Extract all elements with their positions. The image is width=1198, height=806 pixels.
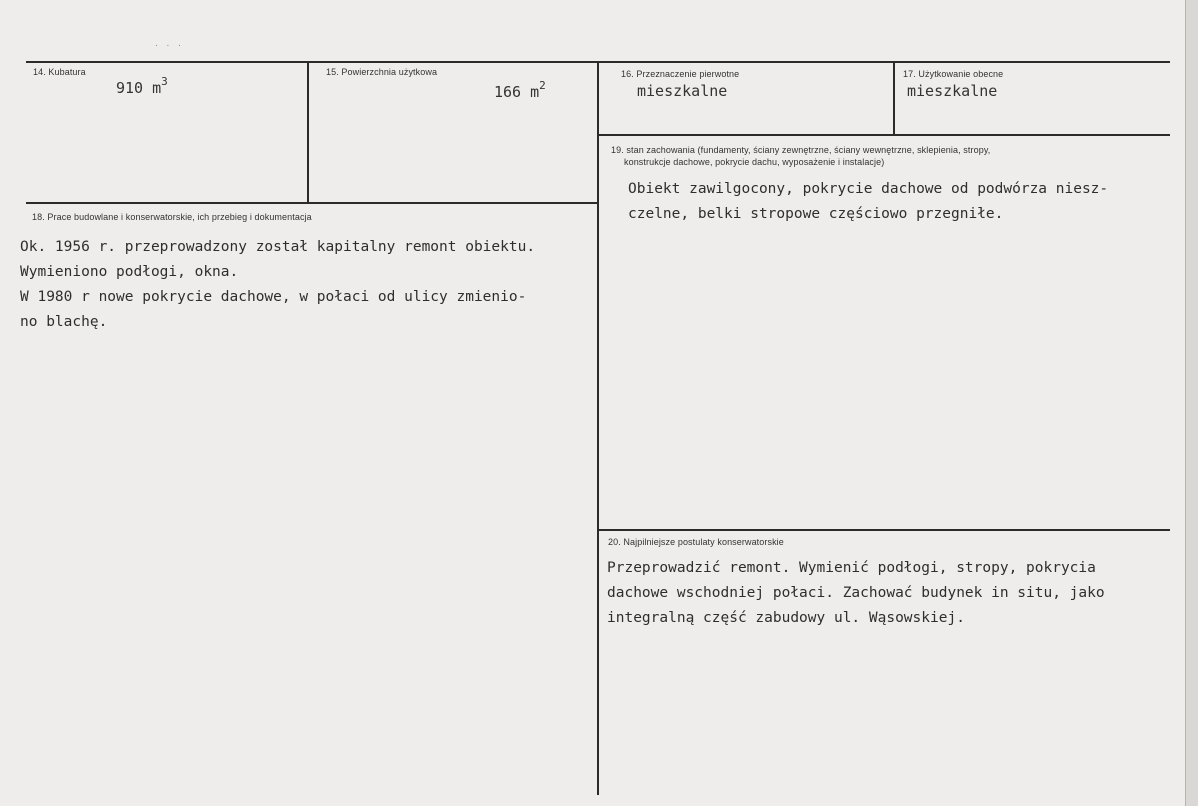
field-18-line: W 1980 r nowe pokrycie dachowe, w połaci od ulicy zmienio- [20,289,527,305]
field-19-label-line2: konstrukcje dachowe, pokrycie dachu, wyposażenie i instalacje) [624,157,885,167]
field-17-label: 17. Użytkowanie obecne [903,69,1004,79]
field-14-label: 14. Kubatura [33,67,86,77]
field-19-label-line1: 19. stan zachowania (fundamenty, ściany zewnętrzne, ściany wewnętrzne, sklepienia, stropy, [611,145,991,155]
field-18-label: 18. Prace budowlane i konserwatorskie, ich przebieg i dokumentacja [32,212,312,222]
field-18-line: Wymieniono podłogi, okna. [20,264,239,280]
rule-19 [597,134,1170,136]
field-20-line: dachowe wschodniej połaci. Zachować budynek in situ, jako [607,585,1105,601]
divider-16-17 [893,61,895,135]
rule-18 [26,202,598,204]
decorative-dots: . . . [155,38,184,49]
field-15-value [494,81,546,101]
field-16-label: 16. Przeznaczenie pierwotne [621,69,740,79]
center-divider [597,61,599,795]
field-19-line: Obiekt zawilgocony, pokrycie dachowe od podwórza niesz- [628,181,1109,197]
field-16-value: mieszkalne [637,82,728,100]
field-19-text [628,177,1108,227]
field-19-line: czelne, belki stropowe częściowo przegniłe. [628,206,1004,222]
field-18-text [20,235,535,335]
field-15-exponent: 2 [539,79,546,92]
field-15-label: 15. Powierzchnia użytkowa [326,67,438,77]
field-20-line: integralną część zabudowy ul. Wąsowskiej. [607,610,965,626]
card-edge [1185,0,1198,806]
field-17-value: mieszkalne [907,82,998,100]
field-15-value-text: 166 m [494,83,540,101]
rule-20 [597,529,1170,531]
field-14-value [116,77,168,97]
field-18-line: no blachę. [20,314,108,330]
field-14-value-text: 910 m [116,79,162,97]
field-20-text [607,556,1105,631]
divider-14-15 [307,61,309,203]
field-20-line: Przeprowadzić remont. Wymienić podłogi, stropy, pokrycia [607,560,1096,576]
field-18-line: Ok. 1956 r. przeprowadzony został kapitalny remont obiektu. [20,239,536,255]
field-20-label: 20. Najpilniejsze postulaty konserwatorskie [608,537,784,547]
field-14-exponent: 3 [161,75,168,88]
